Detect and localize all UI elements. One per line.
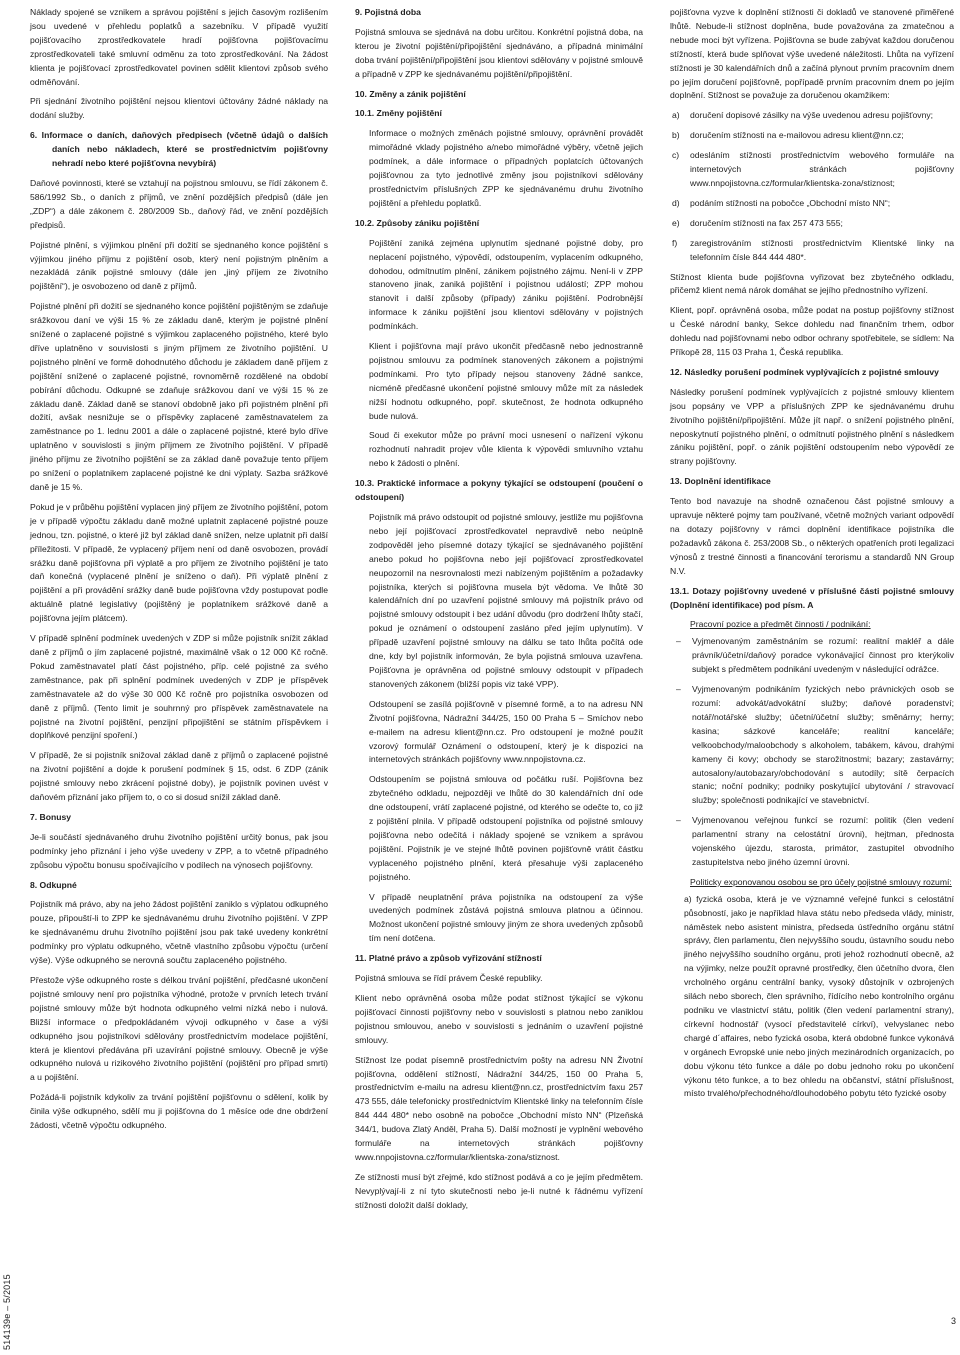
list-item: b) doručením stížnosti na e-mailovou adresu klient@nn.cz; bbox=[672, 130, 904, 141]
paragraph: pojišťovna vyzve k doplnění stížnosti či dokladů ve stanovené přiměřené lhůtě. Nebude-li stížnost doplněna, bude považována za zmatečnou a nebude moci být vyřízena. Pojišťovna se bude zabývat každou doručenou stížností, která bude splňovat výše uvedené náležitosti. Lhůta na vyřízení stížnosti je 30 kalendářních dnů a začíná plynout prvním pracovním dnem po jejím doručení pojišťovně, popřípadě prvním pracovním dnem po jejím doplnění. Stížnost se považuje za doručenou okamžikem: bbox=[670, 7, 954, 101]
column-2 bbox=[355, 6, 643, 1219]
column-3 bbox=[670, 6, 954, 1107]
section-heading-9: 9. Pojistná doba bbox=[355, 7, 421, 17]
paragraph: Odstoupením se pojistná smlouva od počátku ruší. Pojišťovna bez zbytečného odkladu, nejpozději ve lhůtě do 30 kalendářních dní ode dne odstoupení, vrátí zaplacené pojistné, od kterého se odečte to, co již z pojištění plnila. V případě odstoupení pojistníka od pojistné smlouvy pojišťovna nebo odečítá i náklady spojené se vznikem a správou pojištění. Pojistník je ve stejné lhůtě povinen pojišťovně vrátit částku vyplaceného pojistného plnění, která přesahuje výši zaplaceného pojistného. bbox=[369, 774, 643, 882]
subsection-heading-10-3: 10.3. Praktické informace a pokyny týkající se odstoupení (poučení o odstoupení) bbox=[355, 478, 643, 503]
complaint-delivery-list bbox=[670, 109, 954, 264]
subsection-heading-10-2: 10.2. Způsoby zániku pojištění bbox=[355, 217, 480, 228]
paragraph: Pojistník má právo odstoupit od pojistné smlouvy, jestliže mu pojišťovna nebo její pojišťovací zprostředkovatel nepravdivě nebo neúplně zodpověděl jeho písemné dotazy týkající se sjednávaného pojištění anebo pokud ho pojišťovna nebo její pojišťovací zprostředkovatel neupozornil na nesrovnalosti mezi nabízeným pojištěním a požadavky pojistníka, kterých si pojišťovna musela být vědoma. Ve lhůtě 30 kalendářních dní po uzavření pojistné smlouvy má pojistník právo od pojistné smlouvy odstoupit i bez udání důvodu (pro dodržení lhůty stačí, pokud je oznámení o odstoupení zasláno před jejím uplynutím). V případě uzavření pojistné smlouvy na dálku se tato lhůta počítá ode dne, kdy byl pojistník informován, že byla pojistná smlouva uzavřena. Pojišťovna je oprávněna od pojistné smlouvy odstoupit v případech stanovených zákonem (bližší popis viz také VPP). bbox=[369, 512, 643, 689]
column-1 bbox=[30, 6, 328, 1139]
paragraph: Následky porušení podmínek vyplývajících z pojistné smlouvy klientem jsou popsány ve VPP a příslušných ZPP ke sjednávanému druhu životního pojištění/připojištění. Může jít např. o snížení pojistného plnění, neposkytnutí pojistného plnění, o odmítnutí pojistného plnění s následkem zániku pojištění, popř. o zánik pojištění odstoupením nebo výpovědí ze strany pojišťovny. bbox=[670, 386, 954, 467]
subsection-heading-13-1: 13.1. Dotazy pojišťovny uvedené v příslušné části pojistné smlouvy (Doplnění identifikace) pod písm. A bbox=[670, 585, 954, 610]
list-item: – Vyjmenovanou veřejnou funkcí se rozumí: politik (člen vedení parlamentní strany na celostátní úrovni), hejtman, přednosta vojenského újezdu, starosta, primátor, zastupitel obvodního zastupitelstva nebo jiného územní úrovni. bbox=[676, 815, 954, 867]
page-number: 3 bbox=[951, 1316, 957, 1326]
subsection-label: Politicky exponovanou osobou se pro účely pojistné smlouvy rozumí: bbox=[690, 876, 952, 887]
paragraph: Pojištění zaniká zejména uplynutím sjednané pojistné doby, pro neplacení pojistného, výpovědí, odstoupením, vyplacením odkupného, dohodou, odmítnutím plnění, zánikem pojistného zájmu. Není-li v ZPP stanoveno jinak, zaniká pojištění i pojistnou událostí; ZPP mohou stanovit i další způsoby (případy) zániku pojištění. Podrobnější informace k zániku pojištění jsou klientovi sdělovány v pojistných podmínkách. bbox=[369, 237, 643, 332]
paragraph: Daňové povinnosti, které se vztahují na pojistnou smlouvu, se řídí zákonem č. 586/1992 Sb., o daních z příjmů, ve znění pozdějších předpisů (dále jen „ZDP“) a dále zákonem č. 280/2009 Sb., daňový řád, ve znění pozdějších předpisů. bbox=[30, 177, 328, 230]
list-item: d) podáním stížnosti na pobočce „Obchodní místo NN“; bbox=[672, 197, 891, 208]
paragraph: Ze stížnosti musí být zřejmé, kdo stížnost podává a co je jejím předmětem. Nevyplývají-li z ní tyto skutečnosti nebo je-li nutné k řádnému vyřízení stížnosti doložit další doklady, bbox=[355, 1171, 643, 1210]
list-item: f) zaregistrováním stížnosti prostřednictvím Klientské linky na telefonním čísle 844 444 480*. bbox=[672, 237, 954, 262]
list-item: – Vyjmenovaným zaměstnáním se rozumí: realitní makléř a dále právník/účetní/daňový poradce vykonávající činnost pro kterýkoliv subjekt s předmětem podnikání uvedeným v následující odrážce. bbox=[676, 636, 954, 675]
paragraph: Náklady spojené se vznikem a správou pojištění s jejich časovým rozlišením jsou uvedené v přehledu poplatků a sazebníku. V případě využití pojišťovacího zprostředkovatele hradí pojišťovna pojišťovacímu zprostředkovateli také smluvní odměnu za toto zprostředkování. Na žádost klienta je pojišťovací zprostředkovatel povinen sdělit klientovi způsob svého odměňování. bbox=[30, 7, 328, 87]
paragraph: Přestože výše odkupného roste s délkou trvání pojištění, předčasné ukončení pojistné smlouvy není pro pojistníka výhodné, protože v prvních letech trvání pojistné smlouvy může být hodnota odkupného velmi nízká nebo i nulová. Bližší informace o předpokládaném vývoji odkupného v čase a výši odkupného jsou pojistníkovi sdělovány prostřednictvím modelace pojištění, která je klientovi předávána při uzavírání pojistné smlouvy. Obecně je výše odkupného nulová u rizikového životního pojištění (pojištění pro případ smrti) a u pojištění. bbox=[30, 975, 328, 1083]
paragraph: Pojistník má právo, aby na jeho žádost pojištění zaniklo s výplatou odkupného pouze, připouští-li to ZPP ke sjednávanému druhu životního pojištění. V ZPP ke sjednávanému druhu životního pojištění jsou pak také uvedeny konkrétní podmínky pro výplatu odkupného, včetně vlastního způsobu výpočtu (určení výše). Výše odkupného se nerovná součtu zaplaceného pojistného. bbox=[30, 899, 328, 966]
paragraph: Stížnost lze podat písemně prostřednictvím pošty na adresu NN Životní pojišťovna, oddělení stížností, Nádražní 344/25, 150 00 Praha 5, prostřednictvím e-mailu na adresu klient@nn.cz, prostřednictvím faxu 257 473 555, dále telefonicky prostřednictvím Klientské linky na telefonním čísle 844 444 480* nebo osobně na pobočce „Obchodní místo NN“ (Plzeňská 344/1, budova Zlatý Anděl, Praha 5). Další možností je vyplnění webového formuláře na internetových stránkách pojišťovny www.nnpojistovna.cz/formular/klientska-zona/stiznost. bbox=[355, 1054, 643, 1162]
paragraph: Stížnost klienta bude pojišťovna vyřizovat bez zbytečného odkladu, přičemž klient nemá nárok domáhat se jejího přednostního vyřízení. bbox=[670, 271, 954, 296]
subsection-heading-10-1: 10.1. Změny pojištění bbox=[355, 108, 442, 119]
paragraph: Pojistná smlouva se řídí právem České republiky. bbox=[355, 973, 543, 984]
paragraph: Pojistné plnění, s výjimkou plnění při dožití se sjednaného konce pojištění s výjimkou jiného příjmu z pojištění osob, který není pojistným plněním a nezakládá zánik pojistné smlouvy (dále jen „jiný příjem ze životního pojištění“), je osvobozeno od daně z příjmů. bbox=[30, 239, 328, 292]
section-heading-10: 10. Změny a zánik pojištění bbox=[355, 88, 466, 99]
list-item: c) odesláním stížnosti prostřednictvím webového formuláře na internetových stránkách pojišťovny www.nnpojistovna.cz/formular/klientska-zona/stiznost; bbox=[672, 150, 954, 188]
paragraph: Pojistné plnění při dožití se sjednaného konce pojištění pojištěným se zdaňuje srážkovou daní ve výši 15 % ze základu daně, kterým je pojistné plnění snížené o zaplacené pojistné s výjimkou zaplaceného pojistného, které bylo dříve uplatněno v souvislosti s jiným příjmem ze životního pojištění. U pojistného plnění ve formě dohodnutého důchodu je základem daně příjem z pojištění snížené o zaplacené pojistné, rovnoměrně rozdělené na období pobírání důchodu. Odkupné se zdaňuje srážkovou daní ve výši 15 % ze základu daně. Základ daně se stanoví obdobně jako při pojistném plnění při dožití, avšak nesnižuje se o příspěvky zaplacené zaměstnavatelem za zaměstnance po 1. lednu 2001 a dále o zaplacené pojistné, které bylo dříve uplatněno v souvislosti s jiným příjmem ze životního pojištění. V případě jiného příjmu ze životního pojištění se za základ daně považuje tento příjem po snížení o poplatnikem zaplacené pojistné ke dni výplaty. Sazba srážkové daně je 15 %. bbox=[30, 301, 328, 492]
section-heading-13: 13. Doplnění identifikace bbox=[670, 476, 771, 487]
document-code: 514139e – 5/2015 bbox=[2, 1274, 12, 1350]
list-item: – Vyjmenovaným podnikáním fyzických nebo právnických osob se rozumí: advokát/advokátní služby; daňové poradenství; notář/notářské služby; účetní/účetní služby; směnárny; herny; kasina; sázkové kanceláře; realitní kanceláře; velkoobchody/maloobchody s alkoholem, tabákem, kávou, drahými kameny či kovy; obchody se starožitnostmi; bazary; zastavárny; autosalony/autobazary/obchodování s autodíly; sítě čerpacích stanic; noční podniky; podniky poskytující ubytování / stravovací služby; společnosti podnikající ve stavebnictví. bbox=[676, 684, 954, 806]
paragraph: V případě neuplatnění práva pojistníka na odstoupení za výše uvedených podmínek zůstává pojistná smlouva platnou a účinnou. Možnost ukončení pojistné smlouvy jiným ze shora uvedených způsobů tím není dotčena. bbox=[369, 891, 643, 944]
paragraph: Při sjednání životního pojištění nejsou klientovi účtovány žádné náklady na dodání služby. bbox=[30, 96, 328, 121]
paragraph: Klient nebo oprávněná osoba může podat stížnost týkající se výkonu pojišťovací činnosti pojišťovny nebo v souvislosti s platnou nebo zaniklou pojistnou smlouvou, anebo v souvislosti s jednáním o uzavření pojistné smlouvy. bbox=[355, 993, 643, 1045]
list-item: a) doručení dopisové zásilky na výše uvedenou adresu pojišťovny; bbox=[672, 110, 934, 121]
list-item: e) doručením stížnosti na fax 257 473 555; bbox=[672, 217, 843, 228]
paragraph: Pojistná smlouva se sjednává na dobu určitou. Konkrétní pojistná doba, na kterou je životní pojištění/připojištění sjednáváno, a případná minimální doba trvání pojištění/připojištění jsou klientovi sdělovány v pojistné smlouvě a případně v ZPP ke sjednávanému pojištění/připojištění. bbox=[355, 26, 643, 79]
paragraph: Požádá-li pojistník kdykoliv za trvání pojištění pojišťovnu o sdělení, kolik by činila výše odkupného, sdělí mu ji pojišťovna do 1 měsíce ode dne obdržení žádosti, včetně výpočtu odkupného. bbox=[30, 1092, 328, 1131]
paragraph: V případě, že si pojistník snižoval základ daně z příjmů o zaplacené pojistné na životní pojištění a dojde k porušení podmínek § 15, odst. 6 ZDP (zánik pojistné smlouvy nebo zkrácení pojistné doby), je pojistník povinen uvést v daňovém přiznání jako příjem to, o co si dosud snížil základ daně. bbox=[30, 750, 328, 803]
section-heading-8: 8. Odkupné bbox=[30, 879, 77, 890]
paragraph: Klient i pojišťovna mají právo ukončit předčasně nebo jednostranně pojistnou smlouvu za podmínek stanovených zákonem a pojistnými podmínkami. Pro tyto případy nejsou stanoveny žádné sankce, nicméně předčasné ukončení pojistné smlouvy může mít za následek nižší hodnotu odkupného, popř. skutečnost, že hodnota odkupného bude nulová. bbox=[369, 341, 643, 421]
paragraph: V případě splnění podmínek uvedených v ZDP si může pojistník snížit základ daně z příjmů o jím zaplacené pojistné, maximálně však o 12 000 Kč ročně. Pokud zaměstnavatel platí část pojistného, příp. celé pojistné za svého zaměstnance, pak při splnění podmínek uvedených v ZDP je příspěvek zaměstnavatele až do výše 30 000 Kč ročně pro pojistníka osvobozen od daně z příjmů. (Tento limit je souhrnný pro příspěvek zaměstnavatele na pojistné na životní pojištění, penzijní připojištění se státním příspěvkem i doplňkové penzijní spoření.) bbox=[30, 633, 328, 741]
paragraph: Je-li součástí sjednávaného druhu životního pojištění určitý bonus, pak jsou podmínky jeho přiznání i jeho výše uvedeny v ZPP, a to včetně případného způsobu výpočtu bonusu spočívajícího v podílech na výnosech pojišťovny. bbox=[30, 831, 328, 870]
subsection-label: Pracovní pozice a předmět činnosti / podnikání: bbox=[690, 619, 871, 630]
section-heading-6: 6. Informace o daních, daňových předpisech (včetně údajů o dalších daních nebo nákladech, které se prostřednictvím pojišťovny nehradí nebo které pojišťovna nevybírá) bbox=[30, 130, 328, 169]
paragraph: Klient, popř. oprávněná osoba, může podat na postup pojišťovny stížnost u České národní banky, Sekce dohledu nad finančním trhem, odbor dohledu nad pojišťovnami nebo odbor ochrany spotřebitele, se sídlem: Na Příkopě 28, 115 03 Praha 1, Česká republika. bbox=[670, 305, 954, 358]
paragraph: a) fyzická osoba, která je ve významné veřejné funkci s celostátní působností, jako je například hlava státu nebo předseda vlády, ministr, náměstek nebo asistent ministra, předseda ústředního orgánu státní správy, člen parlamentu, člen nejvyššího soudu, ústavního soudu nebo jiného nejvyššího soudního orgánu, proti jehož rozhodnutí obecně, až na výjimky, nelze použít opravné prostředky, člen účetního dvora, člen vrcholného orgánu centrální banky, vysoký důstojník v ozbrojených silách nebo sborech, člen správního, řídícího nebo kontrolního orgánu podniku ve vlastnictví státu, politik (člen vedení parlamentní strany), církevní hodnostář (vysocí představitelé církví), velvyslanec nebo chargé d´affaires, nebo fyzická osoba, která obdobné funkce vykonává v orgánech Evropské unie nebo jiných mezinárodních organizacích, po dobu výkonu této funkce a dále po dobu jednoho roku po ukončení výkonu této funkce, a to bez ohledu na občanství, státní příslušnost, místo trvalého/přechodného/dlouhodobého pobytu této fyzické osoby bbox=[684, 893, 954, 1099]
paragraph: Odstoupení se zasílá pojišťovně v písemné formě, a to na adresu NN Životní pojišťovna, Nádražní 344/25, 150 00 Praha 5 – Smíchov nebo e-mailem na adresu klient@nn.cz. Pro odstoupení je možné použít vzorový formulář Oznámení o odstoupení, který je k dispozici na internetových stránkách pojišťovny www.nnpojistovna.cz. bbox=[369, 698, 643, 765]
paragraph: Informace o možných změnách pojistné smlouvy, oprávnění provádět mimořádné vklady pojistného a/nebo mimořádné výběry, včetně jejich podmínek, a dále informace o případných poplatcích účtovaných pojišťovnou za tyto jednotlivé změny jsou pojistníkovi sdělovány prostřednictvím příslušných ZPP ke sjednávanému druhu životního pojištění a přehledu poplatků. bbox=[369, 128, 643, 208]
section-heading-11: 11. Platné právo a způsob vyřizování stížností bbox=[355, 953, 542, 964]
paragraph: Soud či exekutor může po právní moci usnesení o nařízení výkonu rozhodnutí nahradit projev vůle klienta k výpovědi smluvního vztahu nebo k žádosti o plnění. bbox=[369, 430, 643, 469]
paragraph: Pokud je v průběhu pojištění vyplacen jiný příjem ze životního pojištění, potom je v případě výpočtu základu daně možné uplatnit zaplacené pojistné pouze jednou, tzn. pojistné, o které již byl základ daně snížen, nelze uplatnit při další příležitosti. V případě, že vyplacený příjem není od daně osvobozen, provádí srážku daně pojišťovna při výplatě a pro příjem ze životního pojištění je tato daň konečná (vyplacené plnění je sníženo o daň). Při výplatě plnění z pojištění a při provádění srážky daně bude pojišťovna vždy postupovat podle aktuálně platné legislativy (pojištěný je poplatníkem srážkové daně a pojišťovna jejím plátcem). bbox=[30, 501, 328, 624]
paragraph: Tento bod navazuje na shodně označenou část pojistné smlouvy a upravuje některé pojmy tam používané, včetně možných variant odpovědí na dotazy pojišťovny v rámci doplnění identifikace pojistníka dle požadavků zákona č. 253/2008 Sb., o některých opatřeních proti legalizaci výnosů z trestné činnosti a financování terorismu a standardů NN Group N.V. bbox=[670, 496, 954, 576]
section-heading-12: 12. Následky porušení podmínek vyplývajících z pojistné smlouvy bbox=[670, 366, 939, 377]
section-heading-7: 7. Bonusy bbox=[30, 811, 72, 822]
